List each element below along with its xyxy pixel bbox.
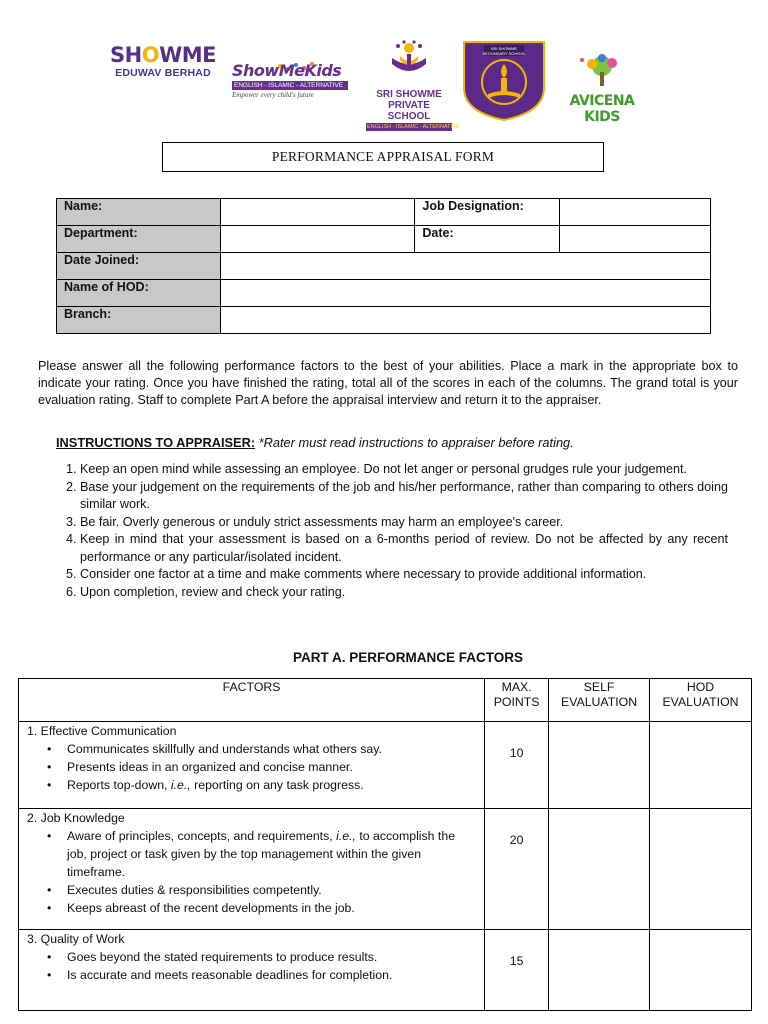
part-a-title: PART A. PERFORMANCE FACTORS (292, 650, 523, 665)
name-field[interactable] (220, 199, 415, 226)
form-title: PERFORMANCE APPRAISAL FORM (162, 142, 604, 172)
department-field[interactable] (220, 226, 415, 253)
max-points-header: MAX. POINTS (485, 679, 549, 722)
hod-evaluation-cell[interactable] (650, 809, 752, 930)
instruction-item: 2. Base your judgement on the requirements of the job and his/her performance, rather than comparing to others doing similar work. (80, 479, 728, 514)
department-label: Department: (57, 226, 221, 253)
secondary-school-crest-logo (458, 38, 550, 122)
factors-header: FACTORS (19, 679, 485, 722)
hod-name-label: Name of HOD: (57, 280, 221, 307)
date-label: Date: (415, 226, 560, 253)
date-joined-field[interactable] (220, 253, 710, 280)
self-evaluation-cell[interactable] (549, 930, 650, 1011)
sri-showme-private-school-logo: SRI SHOWME PRIVATE SCHOOL ENGLISH - ISLAMIC - ALTERNATIVE (366, 40, 452, 131)
instructions-heading: INSTRUCTIONS TO APPRAISER: *Rater must read instructions to appraiser before rating. (56, 435, 574, 450)
showme-eduwav-logo: SHOWME EDUWAV BERHAD (110, 43, 216, 79)
factor-cell: 3. Quality of Work • Goes beyond the stated requirements to produce results. • Is accurate and meets reasonable deadlines for completion. (19, 930, 485, 1011)
table-row (19, 809, 752, 930)
tree-icon (572, 54, 632, 88)
name-label: Name: (57, 199, 221, 226)
intro-paragraph: Please answer all the following performance factors to the best of your abilities. Place a mark in the appropriate box to indicate your rating. Once you have finished the rating, total all of the scores in each of the columns. The grand total is your evaluation rating. Staff to complete Part A before the appraisal interview and return it to the appraiser. (38, 359, 738, 407)
table-header-row (19, 679, 752, 722)
performance-factors-table (18, 678, 752, 1011)
self-evaluation-header: SELF EVALUATION (549, 679, 650, 722)
book-person-emblem-icon (384, 40, 434, 84)
job-designation-field[interactable] (560, 199, 711, 226)
svg-text:SRI SHOWME: SRI SHOWME (490, 46, 518, 51)
avicena-kids-logo: AVICENA KIDS (554, 54, 650, 125)
self-evaluation-cell[interactable] (549, 809, 650, 930)
instructions-list (56, 461, 728, 601)
instruction-item: 6. Upon completion, review and check your rating. (80, 584, 728, 602)
max-points-cell: 15 (485, 930, 549, 1011)
date-field[interactable] (560, 226, 711, 253)
svg-text:SECONDARY SCHOOL: SECONDARY SCHOOL (482, 51, 526, 56)
employee-info-table (56, 198, 711, 334)
hod-evaluation-cell[interactable] (650, 722, 752, 809)
self-evaluation-cell[interactable] (549, 722, 650, 809)
factor-cell: 1. Effective Communication • Communicates skillfully and understands what others say. • Presents ideas in an organized and concise manner. • Reports top-down, i.e., reporting on any task progress. (19, 722, 485, 809)
instruction-item: 5. Consider one factor at a time and make comments where necessary to provide additional information. (80, 566, 728, 584)
hod-evaluation-header: HOD EVALUATION (650, 679, 752, 722)
instruction-item: 1. Keep an open mind while assessing an employee. Do not let anger or personal grudges rule your judgement. (80, 461, 728, 479)
date-joined-label: Date Joined: (57, 253, 221, 280)
instruction-item: 4. Keep in mind that your assessment is based on a 6-months period of review. Do not be affected by any recent performance or any particular/isolated incident. (80, 531, 728, 566)
instruction-item: 3. Be fair. Overly generous or unduly strict assessments may harm an employee's career. (80, 514, 728, 532)
max-points-cell: 20 (485, 809, 549, 930)
max-points-cell: 10 (485, 722, 549, 809)
factor-cell: 2. Job Knowledge • Aware of principles, concepts, and requirements, i.e., to accomplish the job, project or task given by the top management within the given timeframe. • Executes duties & responsibilities competently. • Keeps abreast of the recent developments in the job. (19, 809, 485, 930)
job-designation-label: Job Designation: (415, 199, 560, 226)
hod-name-field[interactable] (220, 280, 710, 307)
table-row (19, 930, 752, 1011)
showmekids-logo: ShowMeKids ENGLISH - ISLAMIC - ALTERNATIVE Empower every child's future (232, 62, 348, 99)
branch-label: Branch: (57, 307, 221, 334)
branch-field[interactable] (220, 307, 710, 334)
table-row (19, 722, 752, 809)
hod-evaluation-cell[interactable] (650, 930, 752, 1011)
